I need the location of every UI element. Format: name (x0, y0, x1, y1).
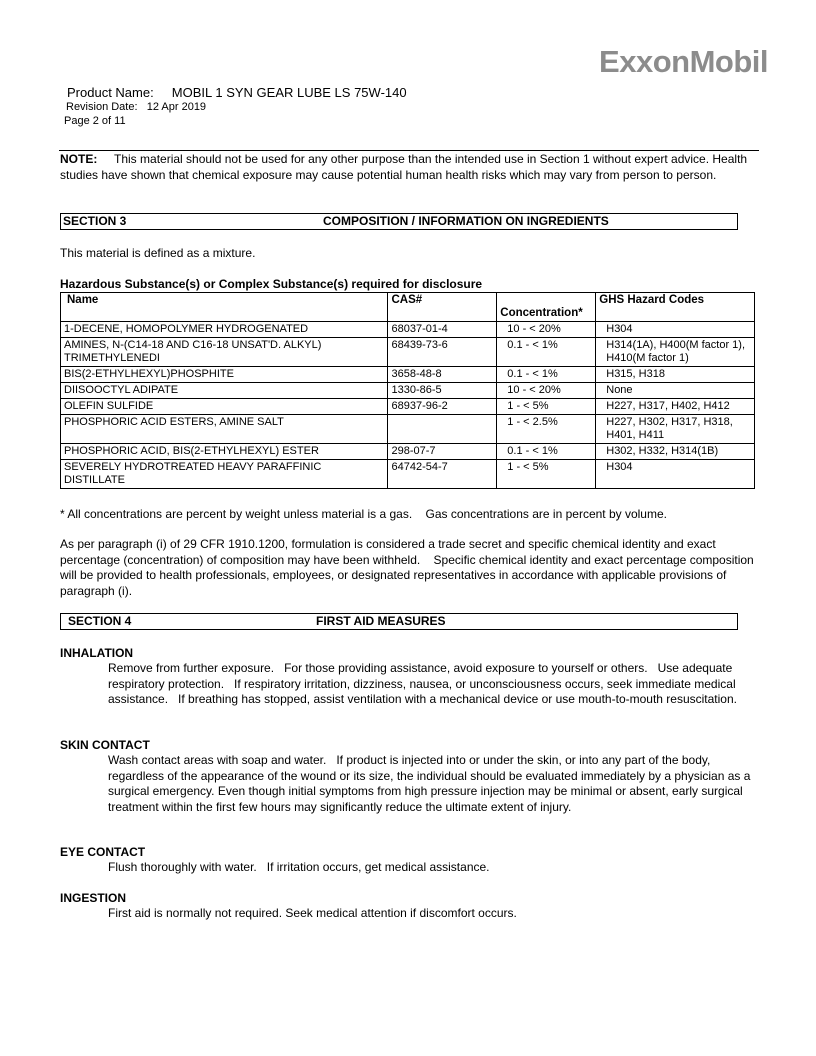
col-header-ghs: GHS Hazard Codes (596, 293, 755, 322)
table-row (61, 399, 755, 415)
concentration: 0.1 - < 1% (497, 338, 596, 367)
ghs-codes: H302, H332, H314(1B) (596, 444, 755, 460)
page-number: Page 2 of 11 (64, 115, 126, 127)
section-3-number: SECTION 3 (63, 214, 127, 228)
eye-contact-text: Flush thoroughly with water. If irritation occurs, get medical assistance. (108, 860, 490, 874)
col-header-name: Name (61, 293, 388, 322)
ghs-codes: H227, H302, H317, H318, H401, H411 (596, 415, 755, 444)
note-label: NOTE: (60, 152, 98, 166)
skin-contact-text: Wash contact areas with soap and water. If product is injected into or under the skin, or into any part of the body, regardless of the appearance of the wound or its size, the individual should be evaluated immediately by a physician as a surgical emergency. Even though initial symptoms from high pressure injection may be minimal or absent, early surgical treatment within the first few hours may significantly reduce the ultimate extent of injury. (108, 753, 754, 814)
table-row (61, 444, 755, 460)
table-row (61, 415, 755, 444)
substance-name: DIISOOCTYL ADIPATE (61, 383, 388, 399)
col-header-concentration: Concentration* (497, 293, 596, 322)
cas-number: 68439-73-6 (388, 338, 497, 367)
ghs-codes: H304 (596, 460, 755, 489)
ingestion-text: First aid is normally not required. Seek medical attention if discomfort occurs. (108, 906, 517, 920)
product-name-line (67, 85, 407, 100)
mixture-statement: This material is defined as a mixture. (60, 246, 256, 260)
section-4-title: FIRST AID MEASURES (316, 614, 446, 628)
concentration: 1 - < 5% (497, 399, 596, 415)
revision-date-line (66, 101, 206, 113)
table-row (61, 338, 755, 367)
header-divider (59, 150, 759, 151)
revision-date: 12 Apr 2019 (146, 101, 207, 113)
product-name-label: Product Name: (67, 85, 154, 100)
substance-name: PHOSPHORIC ACID ESTERS, AMINE SALT (61, 415, 388, 444)
skin-contact-heading: SKIN CONTACT (60, 738, 150, 752)
substance-name: 1-DECENE, HOMOPOLYMER HYDROGENATED (61, 322, 388, 338)
substance-name: PHOSPHORIC ACID, BIS(2-ETHYLHEXYL) ESTER (61, 444, 388, 460)
cas-number: 298-07-7 (388, 444, 497, 460)
concentration: 1 - < 5% (497, 460, 596, 489)
note-text: This material should not be used for any other purpose than the intended use in Section 1 without expert advice. Health studies have shown that chemical exposure may cause potential human health risks which may vary from person to person. (60, 152, 748, 182)
note-paragraph (60, 152, 760, 183)
revision-date-label: Revision Date: (66, 101, 138, 113)
substance-name: AMINES, N-(C14-18 AND C16-18 UNSAT'D. ALKYL) TRIMETHYLENEDI (61, 338, 388, 367)
ghs-codes: H315, H318 (596, 367, 755, 383)
hazardous-substances-table (60, 292, 755, 489)
table-row (61, 322, 755, 338)
substance-name: SEVERELY HYDROTREATED HEAVY PARAFFINIC DISTILLATE (61, 460, 388, 489)
concentration: 10 - < 20% (497, 322, 596, 338)
eye-contact-heading: EYE CONTACT (60, 845, 146, 859)
inhalation-text: Remove from further exposure. For those providing assistance, avoid exposure to yourself or others. Use adequate respiratory protection. If respiratory irritation, dizziness, nausea, or unconsciousness occurs, seek immediate medical assistance. If breathing has stopped, assist ventilation with a mechanical device or use mouth-to-mouth resuscitation. (108, 661, 739, 706)
concentration-footnote: * All concentrations are percent by weight unless material is a gas. Gas concentrations are in percent by volume. (60, 507, 667, 521)
cas-number: 3658-48-8 (388, 367, 497, 383)
ghs-codes: None (596, 383, 755, 399)
section-4-number: SECTION 4 (68, 614, 132, 628)
substance-name: BIS(2-ETHYLHEXYL)PHOSPHITE (61, 367, 388, 383)
inhalation-heading: INHALATION (60, 646, 134, 660)
table-row (61, 367, 755, 383)
cas-number: 68037-01-4 (388, 322, 497, 338)
ghs-codes: H304 (596, 322, 755, 338)
col-header-cas: CAS# (388, 293, 497, 322)
concentration: 10 - < 20% (497, 383, 596, 399)
hazardous-table-title: Hazardous Substance(s) or Complex Substance(s) required for disclosure (60, 277, 483, 291)
table-row (61, 460, 755, 489)
concentration: 1 - < 2.5% (497, 415, 596, 444)
table-row (61, 383, 755, 399)
cas-number: 64742-54-7 (388, 460, 497, 489)
section-3-title: COMPOSITION / INFORMATION ON INGREDIENTS (323, 214, 609, 228)
cas-number (388, 415, 497, 444)
ingestion-heading: INGESTION (60, 891, 127, 905)
trade-secret-paragraph: As per paragraph (i) of 29 CFR 1910.1200, formulation is considered a trade secret and specific chemical identity and exact percentage (concentration) of composition may have been withheld. Specific chemical identity and exact percentage composition will be provided to health professionals, employees, or designated representatives in accordance with applicable provisions of paragraph (i). (60, 537, 758, 598)
ghs-codes: H314(1A), H400(M factor 1), H410(M factor 1) (596, 338, 755, 367)
table-header-row (61, 293, 755, 322)
substance-name: OLEFIN SULFIDE (61, 399, 388, 415)
section-4-header (60, 613, 738, 630)
product-name: MOBIL 1 SYN GEAR LUBE LS 75W-140 (171, 85, 407, 100)
concentration: 0.1 - < 1% (497, 367, 596, 383)
ghs-codes: H227, H317, H402, H412 (596, 399, 755, 415)
section-3-header (60, 213, 738, 230)
cas-number: 68937-96-2 (388, 399, 497, 415)
concentration: 0.1 - < 1% (497, 444, 596, 460)
cas-number: 1330-86-5 (388, 383, 497, 399)
exxonmobil-logo: ExxonMobil (599, 44, 768, 79)
